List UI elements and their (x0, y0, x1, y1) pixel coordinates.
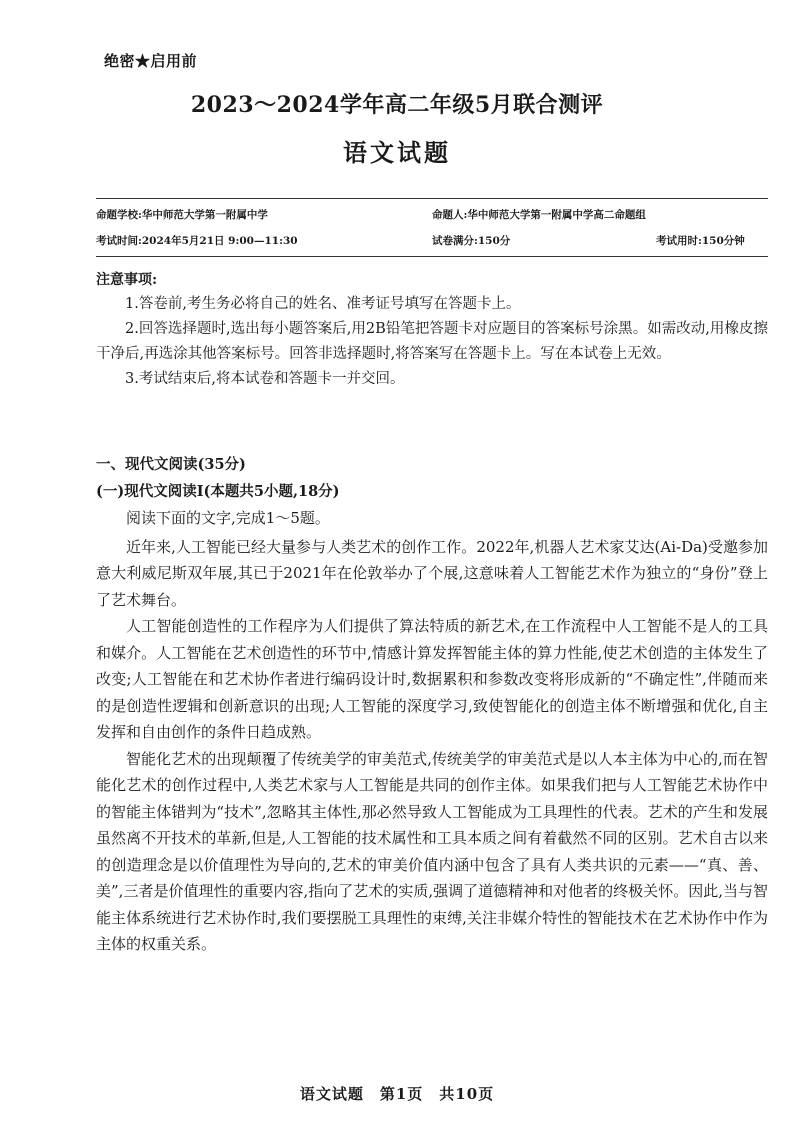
info-bottom-rule (96, 256, 768, 257)
info-duration: 考试用时:150分钟 (656, 235, 745, 247)
notes-heading: 注意事项: (96, 272, 158, 288)
info-top-rule (96, 198, 768, 199)
page-footer: 语文试题 第1页 共10页 (299, 1085, 495, 1103)
confidential-label: 绝密★启用前 (104, 52, 198, 70)
exam-subtitle: 语文试题 (343, 138, 451, 167)
notes-list (96, 292, 768, 392)
passage-paragraph: 人工智能创造性的工作程序为人们提供了算法特质的新艺术,在工作流程中人工智能不是人的工具和媒介。人工智能在艺术创造性的环节中,情感计算发挥智能主体的算力性能,使艺术创造的主体发生了改变;人工智能在和艺术协作者进行编码设计时,数据累积和参数改变将形成新的“不确定性”,伴随而来的是创造性逻辑和创新意识的出现;人工智能的深度学习,致使智能化的创造主体不断增强和优化,自主发挥和自由创作的条件日趋成熟。 (96, 617, 768, 741)
note-item: 2.回答选择题时,选出每小题答案后,用2B铅笔把答题卡对应题目的答案标号涂黑。如需改动,用橡皮擦干净后,再选涂其他答案标号。回答非选择题时,将答案写在答题卡上。写在本试卷上无效。 (96, 321, 768, 362)
note-item: 3.考试结束后,将本试卷和答题卡一并交回。 (125, 371, 405, 387)
note-item: 1.答卷前,考生务必将自己的姓名、准考证号填写在答题卡上。 (125, 296, 521, 312)
info-full-score: 试卷满分:150分 (432, 235, 511, 247)
section-heading: 一、现代文阅读(35分) (96, 456, 246, 473)
passage-paragraph: 近年来,人工智能已经大量参与人类艺术的创作工作。2022年,机器人艺术家艾达(Ai-Da)受邀参加意大利威尼斯双年展,其已于2021年在伦敦举办了个展,这意味着人工智能艺术作为独立的“身份”登上了艺术舞台。 (96, 537, 768, 609)
exam-title: 2023～2024学年高二年级5月联合测评 (190, 92, 604, 118)
section-subheading: (一)现代文阅读Ⅰ(本题共5小题,18分) (96, 483, 340, 500)
reading-passage (96, 505, 768, 958)
info-exam-time: 考试时间:2024年5月21日 9:00—11:30 (96, 235, 298, 247)
passage-paragraph: 智能化艺术的出现颠覆了传统美学的审美范式,传统美学的审美范式是以人本主体为中心的,而在智能化艺术的创作过程中,人类艺术家与人工智能是共同的创作主体。如果我们把与人工智能艺术协作中的智能主体错判为“技术”,忽略其主体性,那必然导致人工智能成为工具理性的代表。艺术的产生和发展虽然离不开技术的革新,但是,人工智能的技术属性和工具本质之间有着截然不同的区别。艺术自古以来的创造理念是以价值理性为导向的,艺术的审美价值内涵中包含了具有人类共识的元素——“真、善、美”,三者是价值理性的重要内容,指向了艺术的实质,强调了道德精神和对他者的终极关怀。因此,当与智能主体系统进行艺术协作时,我们要摆脱工具理性的束缚,关注非媒介特性的智能技术在艺术协作中作为主体的权重关系。 (96, 749, 768, 953)
info-setter: 命题人:华中师范大学第一附属中学高二命题组 (432, 209, 646, 221)
reading-instruction: 阅读下面的文字,完成1～5题。 (126, 509, 330, 527)
info-school: 命题学校:华中师范大学第一附属中学 (96, 209, 268, 221)
